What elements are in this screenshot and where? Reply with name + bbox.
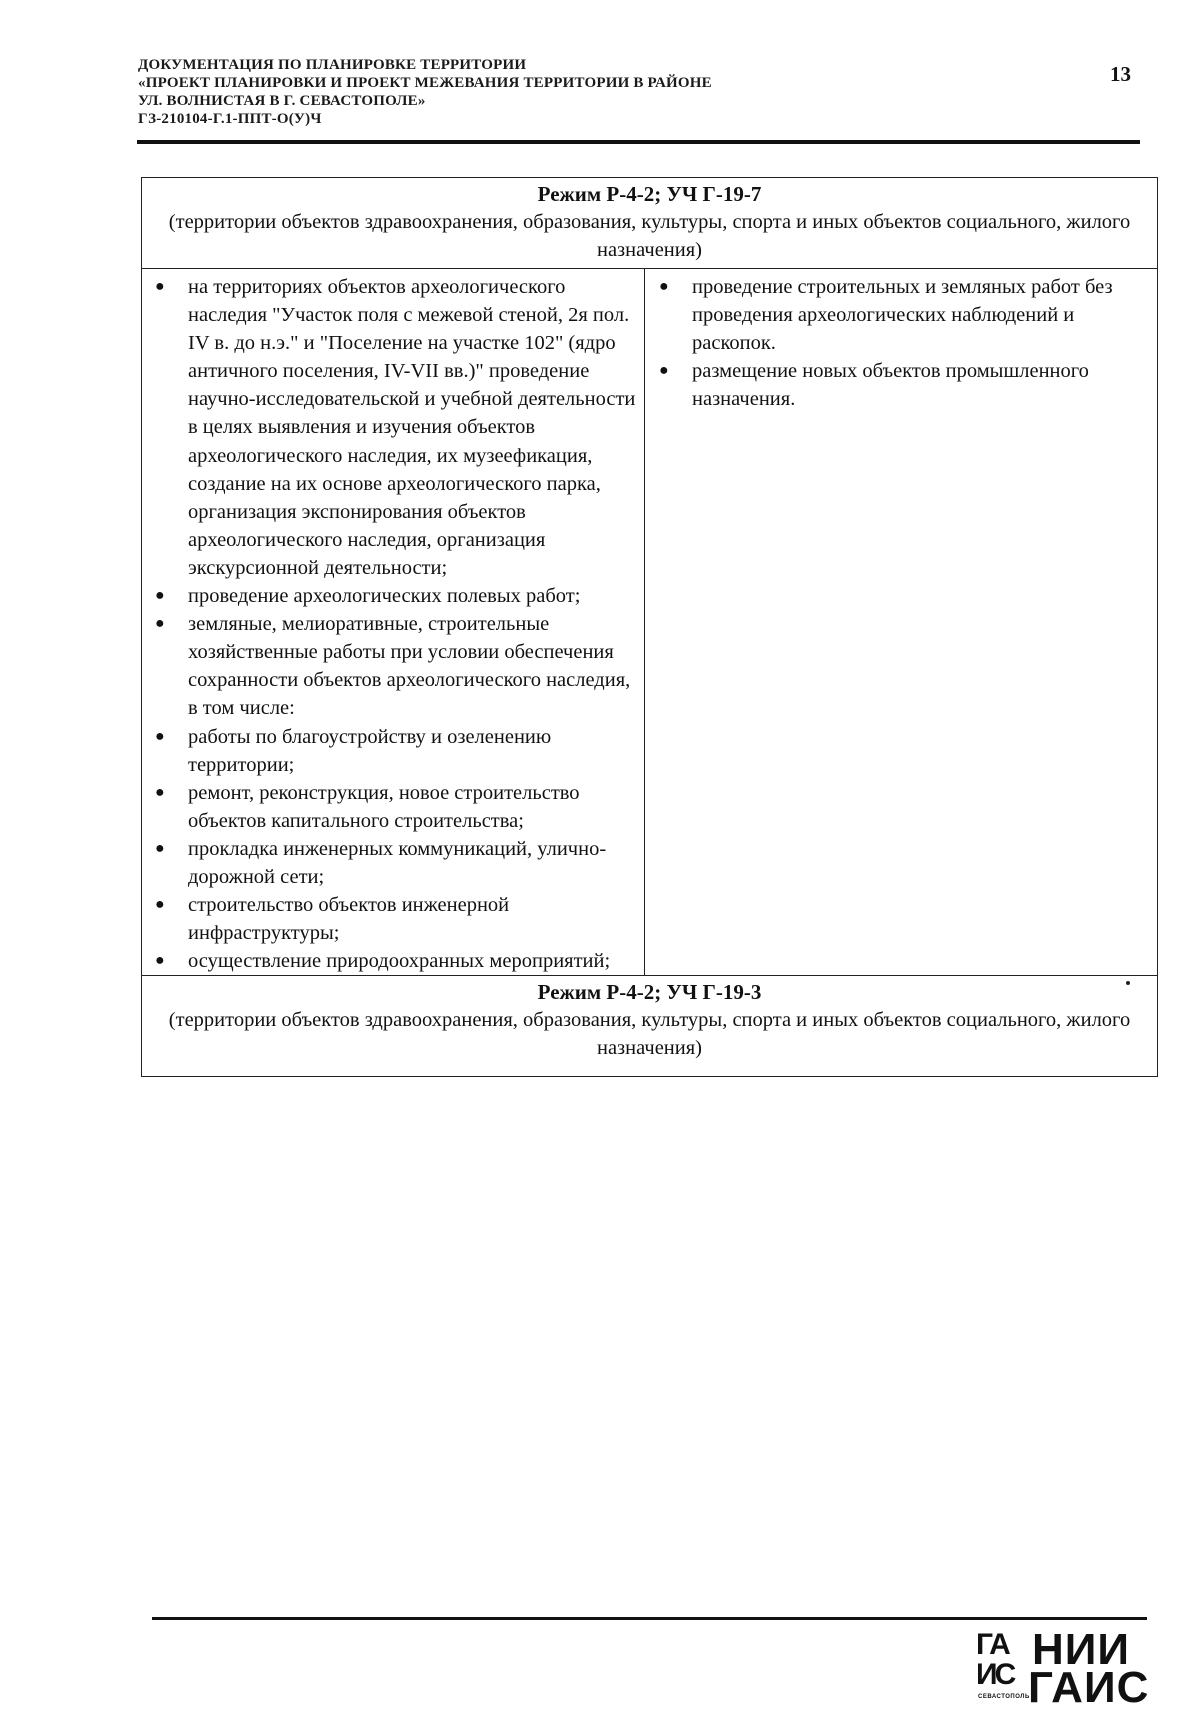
- logo-mark-top: ГА: [976, 1628, 1009, 1661]
- logo-subtitle: СЕВАСТОПОЛЬ: [978, 1694, 1030, 1700]
- section1-title: Режим Р-4-2; УЧ Г-19-7: [537, 182, 762, 206]
- section2-header-row: [142, 976, 1158, 1077]
- bullet-icon: ●: [155, 839, 165, 857]
- footer-divider: [152, 1617, 1147, 1620]
- logo-line-2: ГАИС: [1028, 1663, 1150, 1712]
- allowed-list: [142, 269, 644, 975]
- section1-subtitle: (территории объектов здравоохранения, образования, культуры, спорта и иных объектов социального, жилого назначения): [168, 211, 1131, 261]
- section2-subtitle: (территории объектов здравоохранения, образования, культуры, спорта и иных объектов социального, жилого назначения): [168, 1009, 1131, 1060]
- bullet-icon: ●: [155, 896, 165, 914]
- bullet-icon: ●: [659, 362, 669, 380]
- list-item: ● прокладка инженерных коммуникаций, улично-дорожной сети;: [142, 835, 638, 891]
- section2-title: Режим Р-4-2; УЧ Г-19-3: [537, 980, 762, 1005]
- regime-table: [141, 177, 1158, 1077]
- list-item: ● строительство объектов инженерной инфраструктуры;: [142, 891, 638, 947]
- bullet-icon: ●: [155, 587, 165, 605]
- list-item: ● осуществление природоохранных мероприятий;: [142, 947, 638, 975]
- bullet-icon: ●: [155, 952, 165, 970]
- section2-header-cell: [142, 976, 1158, 1077]
- list-item: ● работы по благоустройству и озеленению территории;: [142, 723, 638, 779]
- bullet-icon: ●: [659, 278, 669, 295]
- prohibited-list: [645, 269, 1157, 413]
- logo-line-1: НИИ: [1032, 1625, 1131, 1674]
- bullet-icon: ●: [155, 278, 165, 295]
- header-line-3: УЛ. ВОЛНИСТАЯ В Г. СЕВАСТОПОЛЕ»: [138, 93, 426, 109]
- list-item: ● проведение археологических полевых работ;: [142, 582, 638, 610]
- section1-body-row: [142, 269, 1158, 976]
- header-divider: [137, 140, 1140, 144]
- header-line-2: «ПРОЕКТ ПЛАНИРОВКИ И ПРОЕКТ МЕЖЕВАНИЯ ТЕРРИТОРИИ В РАЙОНЕ: [138, 75, 712, 91]
- prohibited-cell: [645, 269, 1158, 976]
- allowed-cell: [142, 269, 645, 976]
- stray-mark: [1126, 981, 1130, 985]
- header-line-1: ДОКУМЕНТАЦИЯ ПО ПЛАНИРОВКЕ ТЕРРИТОРИИ: [138, 57, 527, 73]
- nii-gais-logo: [976, 1625, 1156, 1712]
- header-line-4: ГЗ-210104-Г.1-ППТ-О(У)Ч: [138, 111, 322, 127]
- section1-header-cell: [142, 178, 1158, 269]
- bullet-icon: ●: [155, 727, 165, 745]
- list-item: ● земляные, мелиоративные, строительные хозяйственные работы при условии обеспечения сохранности объектов археологического наследия, в том числе:: [142, 610, 638, 722]
- bullet-icon: ●: [155, 783, 165, 801]
- list-item: ● размещение новых объектов промышленного назначения.: [645, 357, 1151, 413]
- document-header: [138, 56, 1038, 128]
- list-item: ● проведение строительных и земляных работ без проведения археологических наблюдений и раскопок.: [645, 273, 1151, 357]
- list-item: ● ремонт, реконструкция, новое строительство объектов капитального строительства;: [142, 779, 638, 835]
- logo-mark-bottom: ИС: [976, 1658, 1014, 1691]
- list-item: ● на территориях объектов археологического наследия "Участок поля с межевой стеной, 2я пол. IV в. до н.э." и "Поселение на участке 102" (ядро античного поселения, IV-VII вв.)" проведение научно-исследовательской и учебной деятельности в целях выявления и изучения объектов археологического наследия, их музеефикация, создание на их основе археологического парка, организация экспонирования объектов археологического наследия, организация экскурсионной деятельности;: [142, 273, 638, 582]
- section1-header-row: [142, 178, 1158, 269]
- bullet-icon: ●: [155, 615, 165, 633]
- page-number: 13: [1110, 62, 1131, 86]
